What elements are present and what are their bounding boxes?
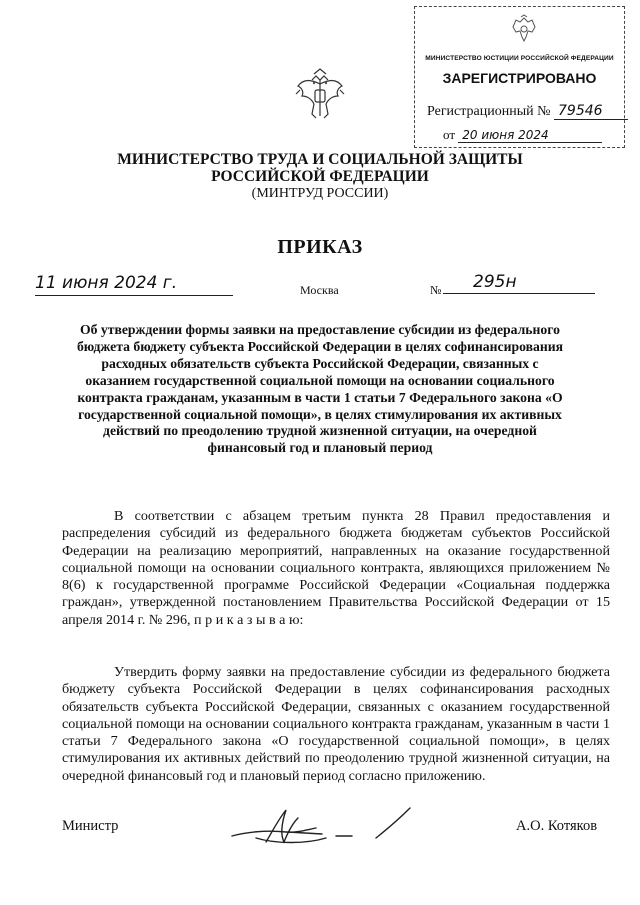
handwritten-signature (226, 802, 426, 852)
document-type: ПРИКАЗ (277, 236, 363, 258)
stamp-date-prefix: от (443, 127, 456, 142)
ministry-name-line1: МИНИСТЕРСТВО ТРУДА И СОЦИАЛЬНОЙ ЗАЩИТЫ (117, 151, 523, 168)
order-number-label: № (430, 283, 442, 297)
body-paragraph-2: Утвердить форму заявки на предоставление субсидии из федерального бюджета бюджету субъекта Российской Федерации в целях софинансирования расходных обязательств субъекта Российской Федерации, связанных с оказанием государственной социальной помощи на основании социального контракта гражданам, указанным в части 1 статьи 7 Федерального закона «О государственной социальной помощи», в целях стимулирования их активных действий по преодолению трудной жизненной ситуации, на очередной финансовый год и плановый период согласно приложению. (62, 664, 610, 784)
stamp-status: ЗАРЕГИСТРИРОВАНО (442, 70, 597, 86)
stamp-reg-number: 79546 (554, 103, 628, 120)
stamp-reg-line (427, 103, 628, 120)
ministry-name-line2: РОССИЙСКОЙ ФЕДЕРАЦИИ (211, 168, 429, 185)
order-date: 11 июня 2024 г. (35, 273, 233, 296)
ministry-short-name: (МИНТРУД РОССИИ) (251, 186, 389, 201)
stamp-date-line (443, 127, 602, 143)
coat-of-arms-icon (294, 66, 346, 124)
registration-stamp (414, 6, 625, 148)
body-paragraph-1: В соответствии с абзацем третьим пункта 28 Правил предоставления и распределения субсидий из федерального бюджета бюджетам субъектов Российской Федерации на реализацию мероприятий, направленных на оказание государственной социальной помощи на основании социального контракта, являющихся приложением № 8(6) к государственной программе Российской Федерации «Социальная поддержка граждан», утвержденной постановлением Правительства Российской Федерации от 15 апреля 2014 г. № 296, п р и к а з ы в а ю: (62, 508, 610, 628)
stamp-ministry-name: МИНИСТЕРСТВО ЮСТИЦИИ РОССИЙСКОЙ ФЕДЕРАЦИИ (425, 55, 614, 62)
eagle-emblem-icon (507, 13, 541, 47)
order-number: 295н (443, 272, 595, 294)
stamp-date-value: 20 июня 2024 (458, 128, 602, 143)
document-title: Об утверждении формы заявки на предоставление субсидии из федерального бюджета бюджету субъекта Российской Федерации в целях софинансирования расходных обязательств субъекта Российской Федерации, связанных с оказанием государственной социальной помощи на основании социального контракта гражданам, указанным в части 1 статьи 7 Федерального закона «О государственной социальной помощи», в целях стимулирования их активных действий по преодолению трудной жизненной ситуации, на очередной финансовый год и плановый период (76, 322, 564, 456)
order-place: Москва (300, 283, 339, 297)
stamp-reg-label: Регистрационный № (427, 104, 551, 119)
signer-name: А.О. Котяков (516, 818, 598, 834)
signer-position: Министр (62, 818, 119, 834)
